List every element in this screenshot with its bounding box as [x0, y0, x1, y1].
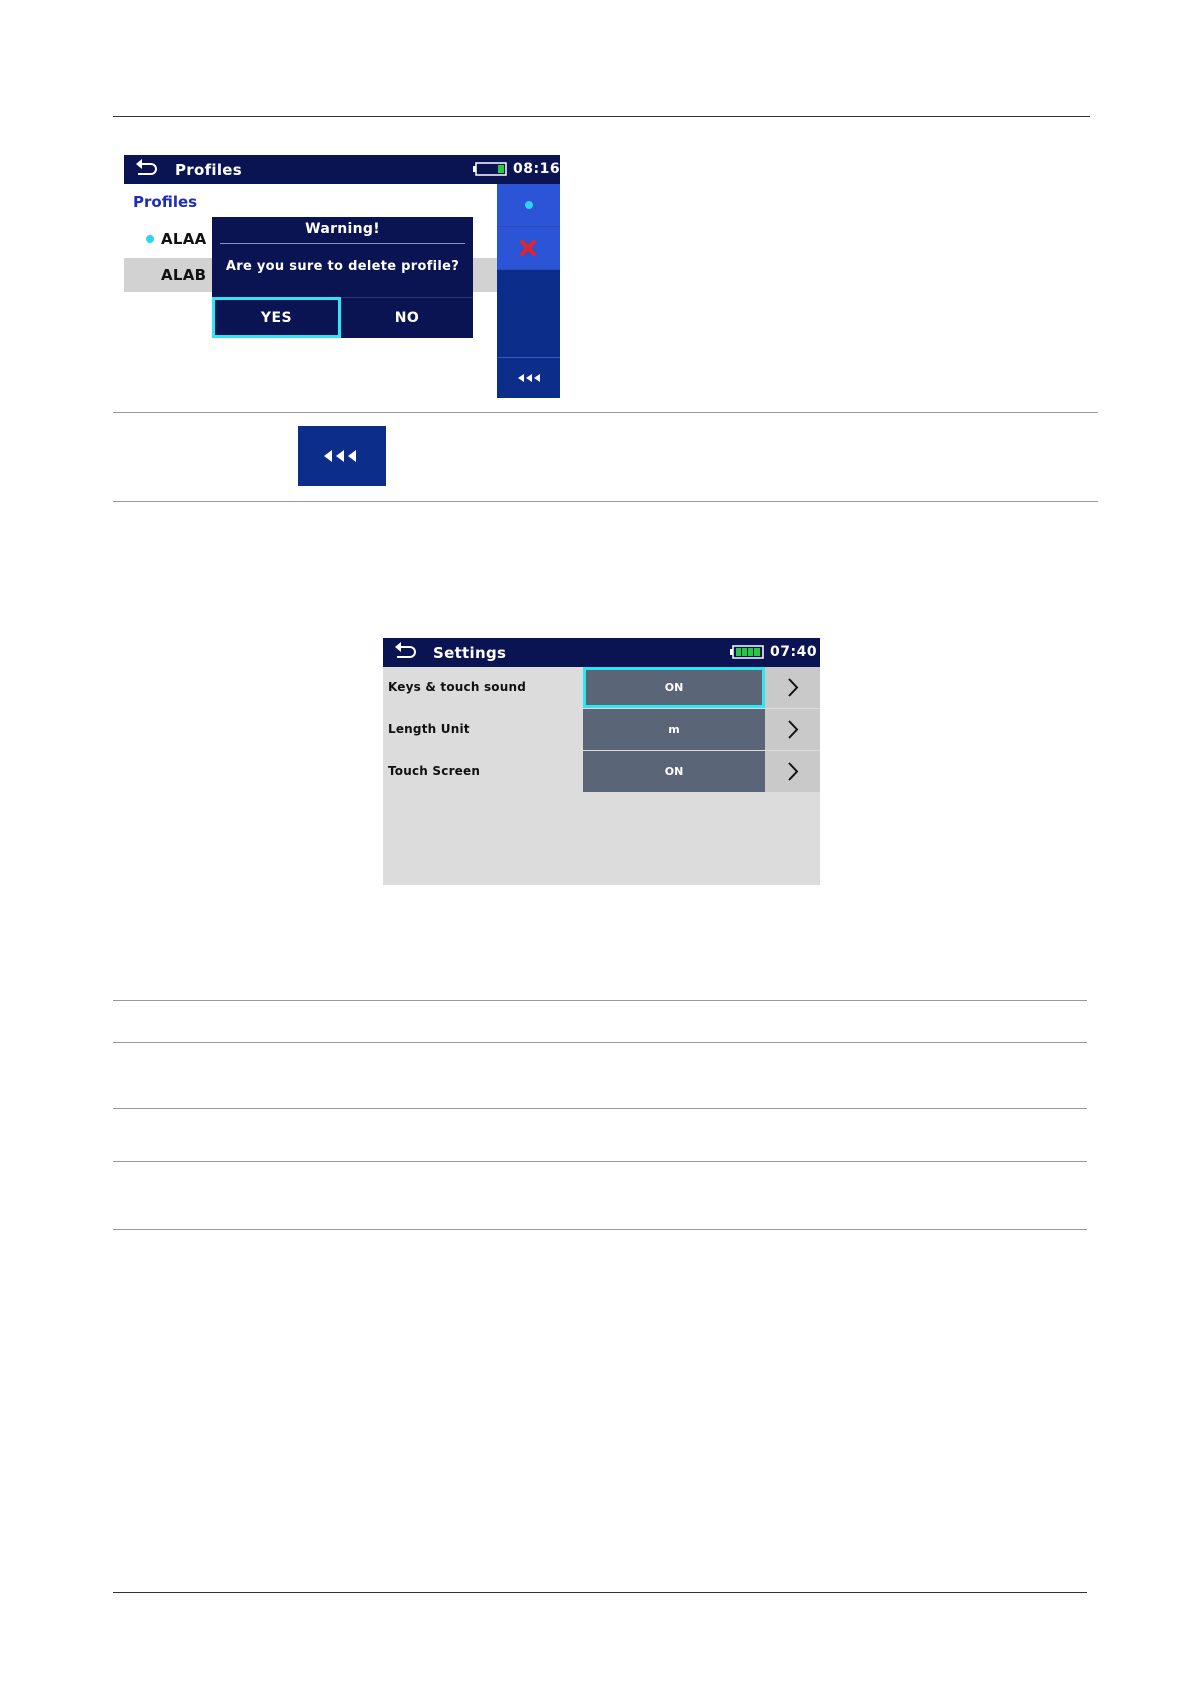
warning-dialog: [212, 217, 473, 338]
dialog-message: Are you sure to delete profile?: [225, 259, 460, 274]
yes-button[interactable]: YES: [212, 297, 341, 338]
settings-screen: [383, 638, 820, 885]
delete-x-icon: [497, 227, 560, 269]
back-key-button[interactable]: [298, 426, 386, 486]
back-icon[interactable]: [134, 157, 160, 179]
delete-button[interactable]: [497, 227, 560, 270]
back-icon[interactable]: [393, 640, 419, 662]
side-toolbar: [497, 184, 560, 398]
setting-next-button[interactable]: [765, 751, 820, 792]
title-bar: [124, 155, 560, 184]
table-rule: [113, 1161, 1087, 1162]
setting-label: Touch Screen: [388, 764, 481, 778]
profiles-screen: [124, 155, 560, 398]
table-rule: [113, 1042, 1087, 1043]
chevron-right-icon: [765, 751, 820, 792]
setting-value[interactable]: ON: [583, 667, 765, 708]
table-rule: [113, 412, 1098, 413]
profile-name: ALAB: [161, 266, 207, 284]
triple-chevron-left-icon: [298, 426, 386, 486]
list-heading: Profiles: [133, 193, 198, 211]
active-profile-dot: [146, 235, 154, 243]
no-button[interactable]: NO: [341, 297, 473, 338]
dot-icon: [525, 201, 533, 209]
setting-value[interactable]: ON: [583, 751, 765, 792]
setting-row: [383, 667, 820, 709]
page-header-rule: [113, 116, 1090, 117]
page-footer-rule: [113, 1592, 1087, 1593]
battery-icon: [473, 162, 507, 176]
setting-next-button[interactable]: [765, 709, 820, 750]
dialog-title: Warning!: [305, 221, 380, 237]
clock: 07:40: [770, 644, 818, 660]
table-rule: [113, 1229, 1087, 1230]
table-rule: [113, 1000, 1087, 1001]
profile-name: ALAA: [161, 230, 207, 248]
table-rule: [113, 1108, 1087, 1109]
clock: 08:16: [513, 161, 560, 177]
setting-row: [383, 709, 820, 751]
set-active-button[interactable]: [497, 184, 560, 227]
chevron-right-icon: [765, 667, 820, 708]
table-rule: [113, 501, 1098, 502]
chevron-right-icon: [765, 709, 820, 750]
triple-chevron-left-icon: [497, 358, 560, 398]
setting-label: Keys & touch sound: [388, 680, 527, 694]
screen-title: Settings: [433, 644, 507, 662]
setting-row: [383, 751, 820, 793]
dialog-divider: [220, 243, 465, 244]
collapse-toolbar-button[interactable]: [497, 357, 560, 398]
title-bar: [383, 638, 820, 667]
screen-title: Profiles: [175, 161, 243, 179]
setting-label: Length Unit: [388, 722, 470, 736]
battery-icon: [730, 645, 764, 659]
setting-value[interactable]: m: [583, 709, 765, 750]
setting-next-button[interactable]: [765, 667, 820, 708]
